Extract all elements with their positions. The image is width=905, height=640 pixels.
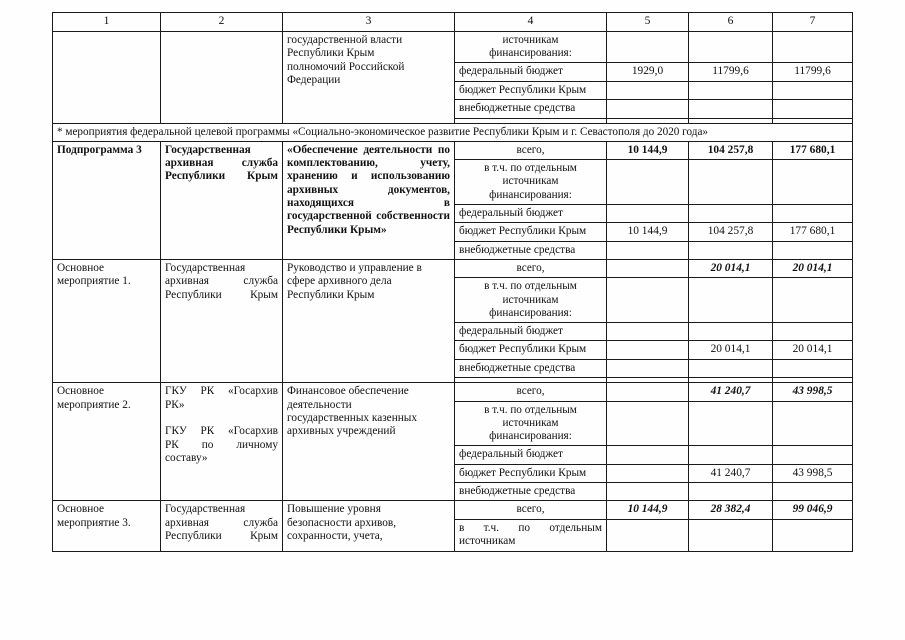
cell-value-col6 — [689, 401, 773, 446]
cell-responsible-executor: Государственная архивная служба Республики Крым — [161, 259, 283, 382]
cell-value-col6: 41 240,7 — [689, 383, 773, 401]
cell-value-col7: 43 998,5 — [773, 383, 853, 401]
cell-value-col5: 1929,0 — [607, 63, 689, 81]
table-row — [53, 259, 853, 277]
cell-funding-source: источникам финансирования: — [455, 32, 607, 63]
cell-responsible-executor: Государственная архивная служба Республики Крым — [161, 141, 283, 259]
column-number-6: 6 — [689, 13, 773, 32]
cell-value-col7 — [773, 401, 853, 446]
cell-value-col7: 99 046,9 — [773, 501, 853, 519]
footnote-text: * мероприятия федеральной целевой программы «Социально-экономическое развитие Республики Крым и г. Севастополя до 2020 года» — [53, 123, 853, 141]
cell-value-col7 — [773, 483, 853, 501]
page-footer-artifact — [240, 628, 660, 634]
cell-value-col6 — [689, 241, 773, 259]
cell-value-col5 — [607, 401, 689, 446]
cell-value-col6 — [689, 160, 773, 205]
cell-value-col7 — [773, 160, 853, 205]
cell-funding-source: бюджет Республики Крым — [455, 464, 607, 482]
cell-value-col6 — [689, 278, 773, 323]
footnote-row — [53, 123, 853, 141]
cell-value-col6 — [689, 100, 773, 118]
cell-funding-source: в т.ч. по отдельным источникам финансирования: — [455, 401, 607, 446]
cell-value-col5 — [607, 81, 689, 99]
cell-description: Руководство и управление в сфере архивного дела Республики Крым — [283, 259, 455, 382]
cell-measure-name: Основное мероприятие 1. — [53, 259, 161, 382]
cell-funding-source: федеральный бюджет — [455, 446, 607, 464]
cell-value-col6: 20 014,1 — [689, 259, 773, 277]
cell-value-col7 — [773, 204, 853, 222]
cell-value-col6: 41 240,7 — [689, 464, 773, 482]
cell-funding-source: в т.ч. по отдельным источникам — [455, 519, 607, 551]
cell-value-col5 — [607, 341, 689, 359]
cell-value-col5: 10 144,9 — [607, 501, 689, 519]
cell-value-col6 — [689, 323, 773, 341]
cell-description: Финансовое обеспечение деятельности государственных казенных архивных учреждений — [283, 383, 455, 501]
cell-value-col5 — [607, 383, 689, 401]
cell-value-col7 — [773, 323, 853, 341]
cell-measure-name — [53, 32, 161, 124]
cell-responsible-executor: Государственная архивная служба Республики Крым — [161, 501, 283, 551]
cell-value-col6: 20 014,1 — [689, 341, 773, 359]
cell-value-col7 — [773, 278, 853, 323]
column-number-3: 3 — [283, 13, 455, 32]
cell-value-col6 — [689, 359, 773, 377]
cell-description: Повышение уровня безопасности архивов, сохранности, учета, — [283, 501, 455, 551]
cell-value-col5: 10 144,9 — [607, 141, 689, 159]
cell-funding-source: внебюджетные средства — [455, 241, 607, 259]
cell-funding-source: федеральный бюджет — [455, 323, 607, 341]
cell-value-col7 — [773, 81, 853, 99]
column-number-4: 4 — [455, 13, 607, 32]
cell-value-col7 — [773, 32, 853, 63]
cell-value-col6: 28 382,4 — [689, 501, 773, 519]
cell-value-col5 — [607, 241, 689, 259]
cell-value-col5 — [607, 278, 689, 323]
cell-value-col5 — [607, 483, 689, 501]
cell-value-col5: 10 144,9 — [607, 223, 689, 241]
cell-funding-source: бюджет Республики Крым — [455, 341, 607, 359]
cell-value-col7: 177 680,1 — [773, 141, 853, 159]
cell-value-col5 — [607, 100, 689, 118]
cell-value-col7 — [773, 359, 853, 377]
cell-measure-name: Основное мероприятие 2. — [53, 383, 161, 501]
cell-value-col6 — [689, 483, 773, 501]
column-number-1: 1 — [53, 13, 161, 32]
cell-value-col7: 177 680,1 — [773, 223, 853, 241]
table-row — [53, 141, 853, 159]
column-number-7: 7 — [773, 13, 853, 32]
cell-value-col6 — [689, 519, 773, 551]
cell-funding-source: всего, — [455, 501, 607, 519]
cell-funding-source: в т.ч. по отдельным источникам финансирования: — [455, 278, 607, 323]
cell-measure-name: Подпрограмма 3 — [53, 141, 161, 259]
cell-funding-source: всего, — [455, 383, 607, 401]
cell-funding-source: федеральный бюджет — [455, 63, 607, 81]
cell-value-col5 — [607, 359, 689, 377]
cell-description: государственной власти Республики Крым полномочий Российской Федерации — [283, 32, 455, 124]
cell-responsible-executor: ГКУ РК «Госархив РК» ГКУ РК «Госархив РК по личному составу» — [161, 383, 283, 501]
cell-value-col7 — [773, 519, 853, 551]
cell-value-col5 — [607, 160, 689, 205]
cell-value-col6 — [689, 446, 773, 464]
cell-value-col5 — [607, 446, 689, 464]
cell-funding-source: внебюджетные средства — [455, 483, 607, 501]
cell-funding-source: федеральный бюджет — [455, 204, 607, 222]
cell-value-col5 — [607, 259, 689, 277]
cell-value-col6 — [689, 81, 773, 99]
cell-funding-source: внебюджетные средства — [455, 100, 607, 118]
cell-value-col6: 11799,6 — [689, 63, 773, 81]
cell-value-col5 — [607, 323, 689, 341]
cell-value-col6: 104 257,8 — [689, 141, 773, 159]
table-header-row — [53, 13, 853, 32]
budget-table — [52, 12, 853, 552]
cell-value-col7: 43 998,5 — [773, 464, 853, 482]
table-row — [53, 383, 853, 401]
column-number-2: 2 — [161, 13, 283, 32]
cell-value-col5 — [607, 519, 689, 551]
table-row — [53, 32, 853, 63]
cell-value-col6 — [689, 32, 773, 63]
cell-value-col5 — [607, 204, 689, 222]
cell-value-col5 — [607, 32, 689, 63]
cell-funding-source: всего, — [455, 141, 607, 159]
cell-value-col7: 20 014,1 — [773, 341, 853, 359]
cell-measure-name: Основное мероприятие 3. — [53, 501, 161, 551]
cell-description: «Обеспечение деятельности по комплектованию, учету, хранению и использованию архивных документов, находящихся в государственной собственности Республики Крым» — [283, 141, 455, 259]
cell-value-col7 — [773, 446, 853, 464]
cell-funding-source: всего, — [455, 259, 607, 277]
cell-responsible-executor — [161, 32, 283, 124]
cell-value-col6 — [689, 204, 773, 222]
cell-value-col7 — [773, 100, 853, 118]
cell-funding-source: бюджет Республики Крым — [455, 81, 607, 99]
column-number-5: 5 — [607, 13, 689, 32]
cell-funding-source: внебюджетные средства — [455, 359, 607, 377]
table-row — [53, 501, 853, 519]
cell-funding-source: в т.ч. по отдельным источникам финансирования: — [455, 160, 607, 205]
cell-value-col6: 104 257,8 — [689, 223, 773, 241]
cell-value-col7 — [773, 241, 853, 259]
cell-value-col5 — [607, 464, 689, 482]
cell-value-col7: 20 014,1 — [773, 259, 853, 277]
cell-value-col7: 11799,6 — [773, 63, 853, 81]
cell-funding-source: бюджет Республики Крым — [455, 223, 607, 241]
